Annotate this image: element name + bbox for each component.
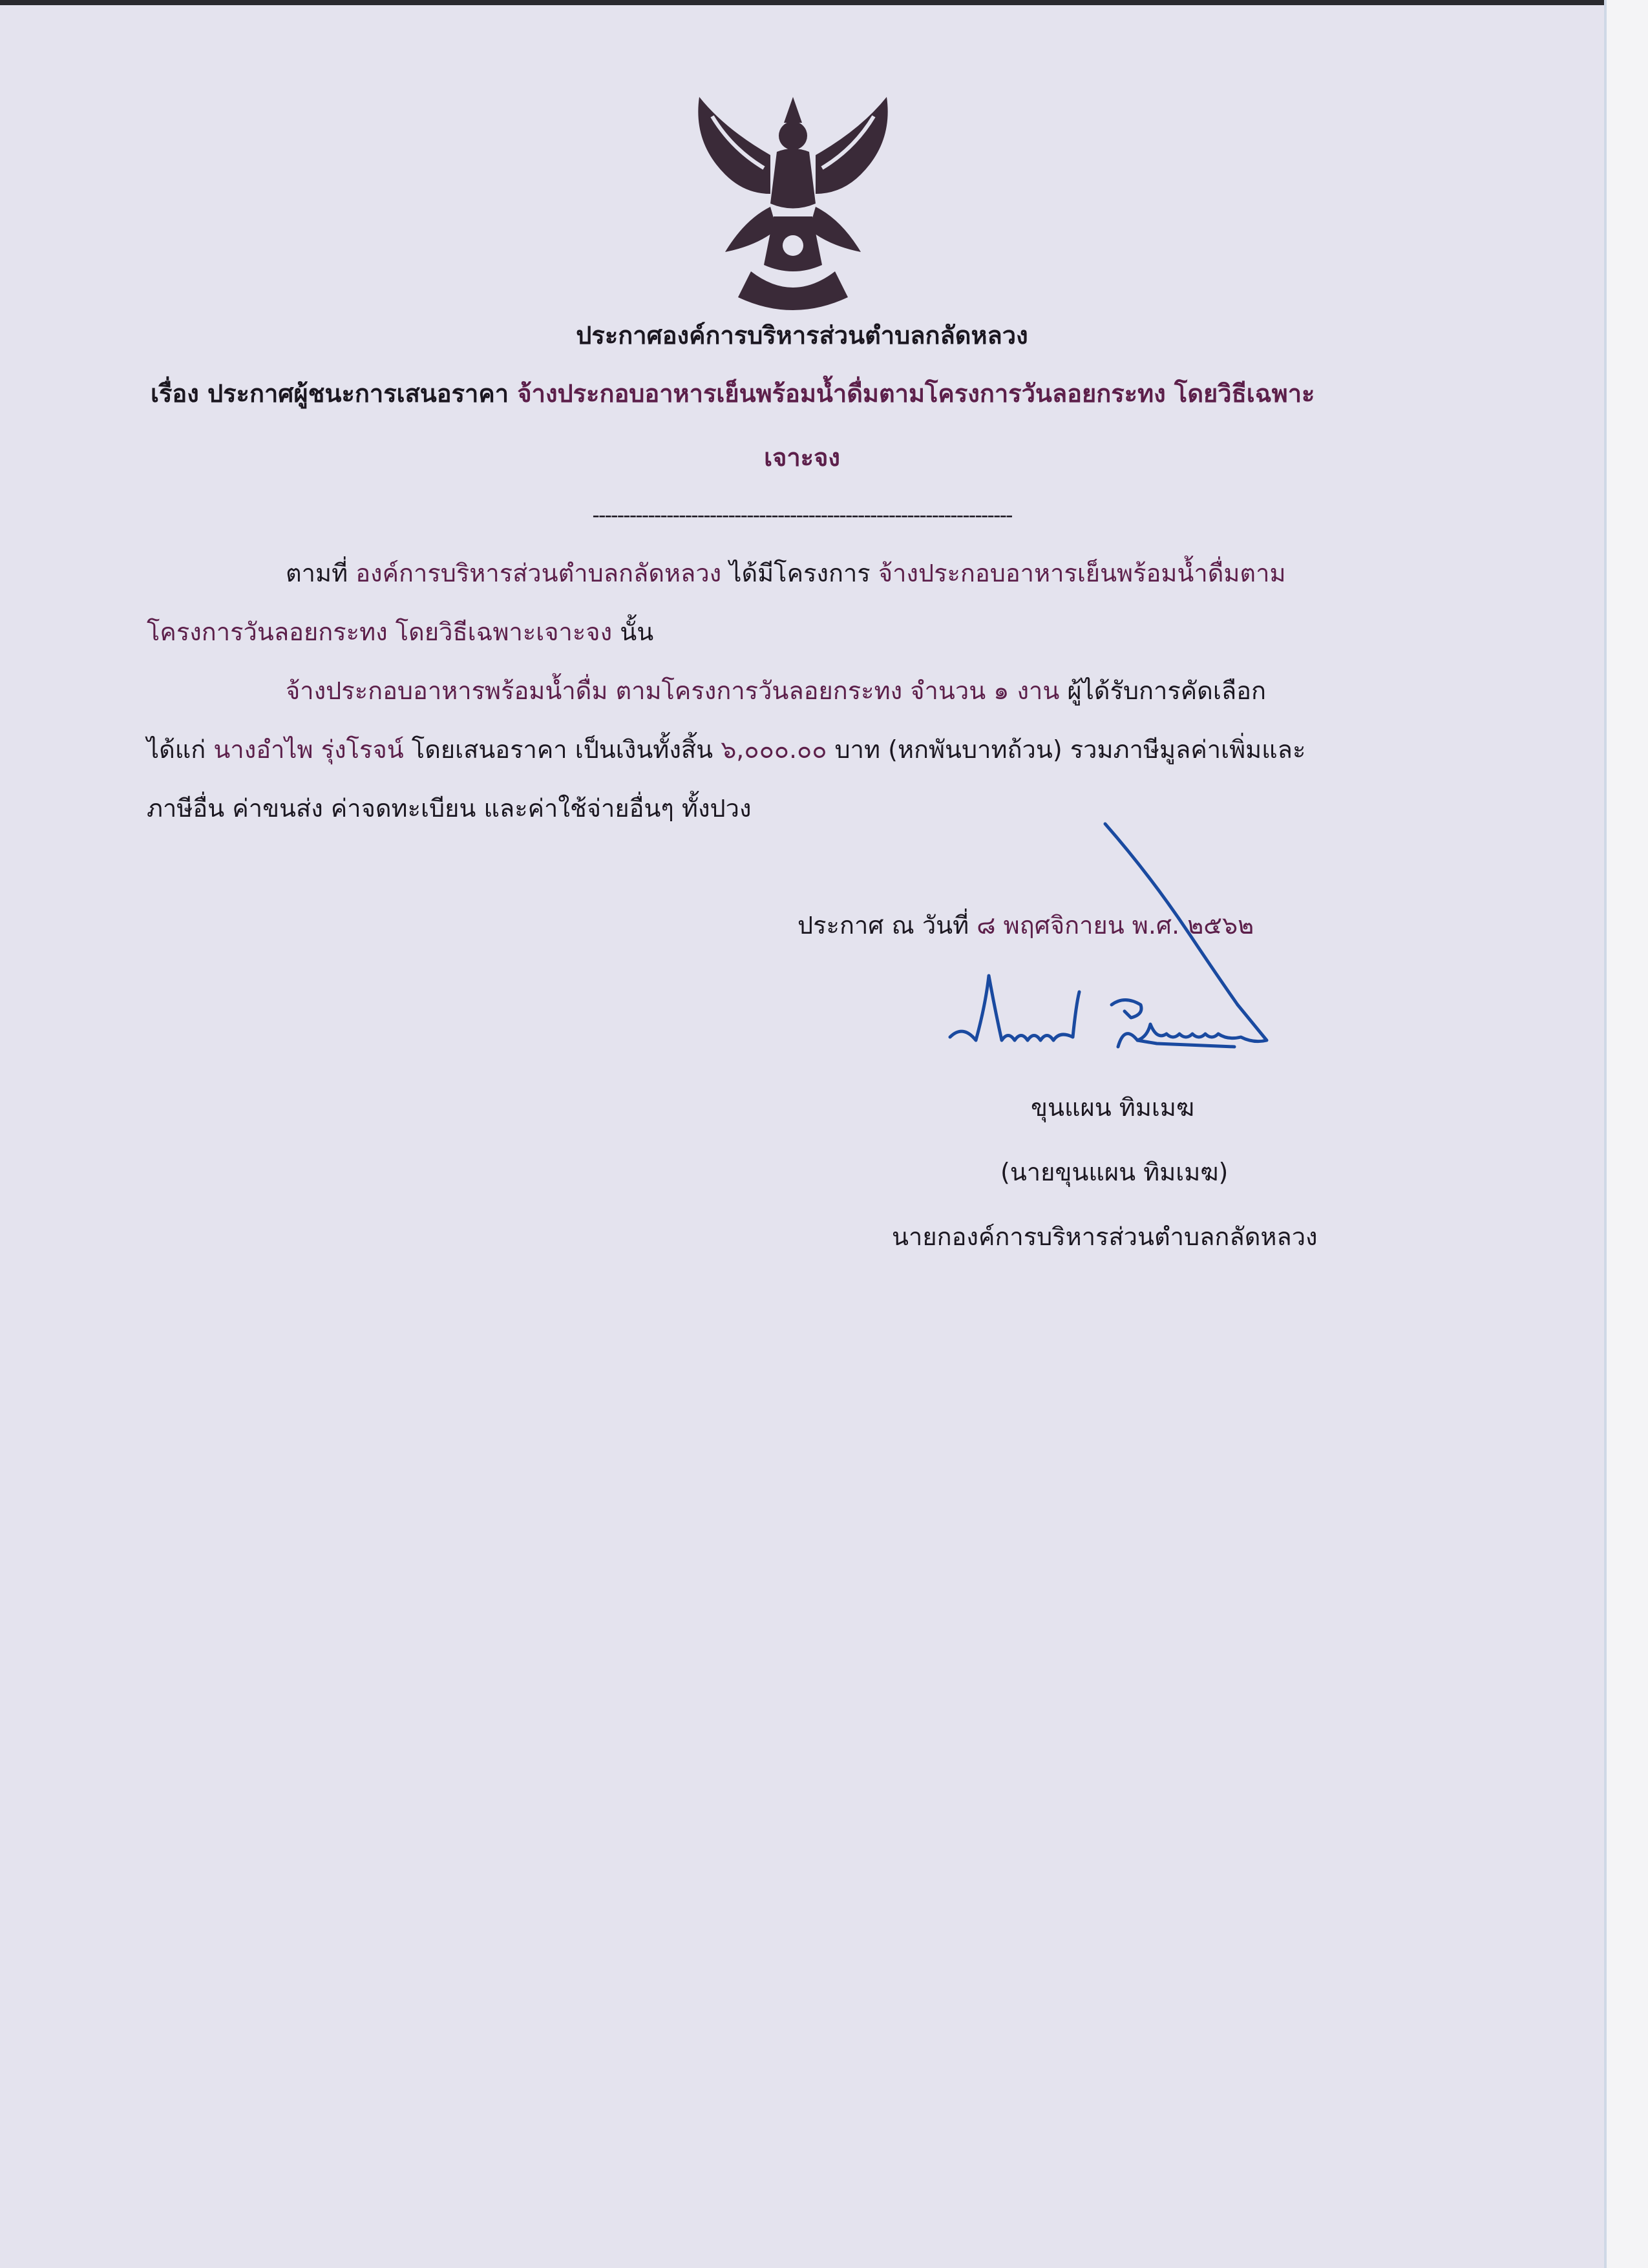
p3-label: ได้แก่ <box>147 735 206 764</box>
p3-rest: บาท (หกพันบาทถ้วน) รวมภาษีมูลค่าเพิ่มและ <box>834 735 1306 764</box>
p1-project-cont: โครงการวันลอยกระทง โดยวิธีเฉพาะเจาะจง <box>147 618 613 646</box>
winner-name: นางอำไพ รุ่งโรจน์ <box>213 735 404 764</box>
subject-project: จ้างประกอบอาหารเย็นพร้อมน้ำดื่มตามโครงการวันลอยกระทง โดยวิธีเฉพาะ <box>517 379 1315 408</box>
signer-name: ขุนแผน ทิมเมฆ <box>1031 1093 1195 1122</box>
p2-item: จ้างประกอบอาหารพร้อมน้ำดื่ม ตามโครงการวันลอยกระทง จำนวน ๑ งาน <box>286 677 1060 705</box>
p3-offer: โดยเสนอราคา เป็นเงินทั้งสิ้น <box>411 735 713 764</box>
signature-mark <box>944 817 1299 1089</box>
paragraph-2-line-3: ภาษีอื่น ค่าขนส่ง ค่าจดทะเบียน และค่าใช้จ่ายอื่นๆ ทั้งปวง <box>147 794 752 823</box>
p1-end: นั้น <box>620 618 654 646</box>
subject-label: เรื่อง ประกาศผู้ชนะการเสนอราคา <box>151 379 509 408</box>
paragraph-1-line-1 <box>286 559 1286 589</box>
paragraph-1-line-2 <box>147 618 653 647</box>
garuda-emblem-icon <box>686 90 900 317</box>
scan-edge-top <box>0 0 1604 5</box>
signer-title: นายกองค์การบริหารส่วนตำบลกลัดหลวง <box>892 1223 1318 1251</box>
signer-full-name: (นายขุนแผน ทิมเมฆ) <box>1000 1158 1229 1186</box>
paragraph-2-line-2 <box>147 735 1305 765</box>
announcement-title: ประกาศองค์การบริหารส่วนตำบลกลัดหลวง <box>576 321 1028 350</box>
p1-label: ตามที่ <box>286 559 348 587</box>
p1-mid: ได้มีโครงการ <box>729 559 871 587</box>
p2-selected: ผู้ได้รับการคัดเลือก <box>1067 677 1266 705</box>
p1-org: องค์การบริหารส่วนตำบลกลัดหลวง <box>355 559 722 587</box>
date-value: ๘ พฤศจิกายน พ.ศ. ๒๕๖๒ <box>977 911 1254 940</box>
scan-edge-right <box>1604 0 1648 2268</box>
offer-amount: ๖,๐๐๐.๐๐ <box>721 735 827 764</box>
subject-line <box>151 379 1315 409</box>
subject-continuation: เจาะจง <box>764 443 840 472</box>
date-label: ประกาศ ณ วันที่ <box>798 911 969 940</box>
title-divider: -------------------------------------------------------------------- <box>592 503 1012 527</box>
p1-project: จ้างประกอบอาหารเย็นพร้อมน้ำดื่มตาม <box>878 559 1286 587</box>
paragraph-2-line-1 <box>286 677 1266 706</box>
